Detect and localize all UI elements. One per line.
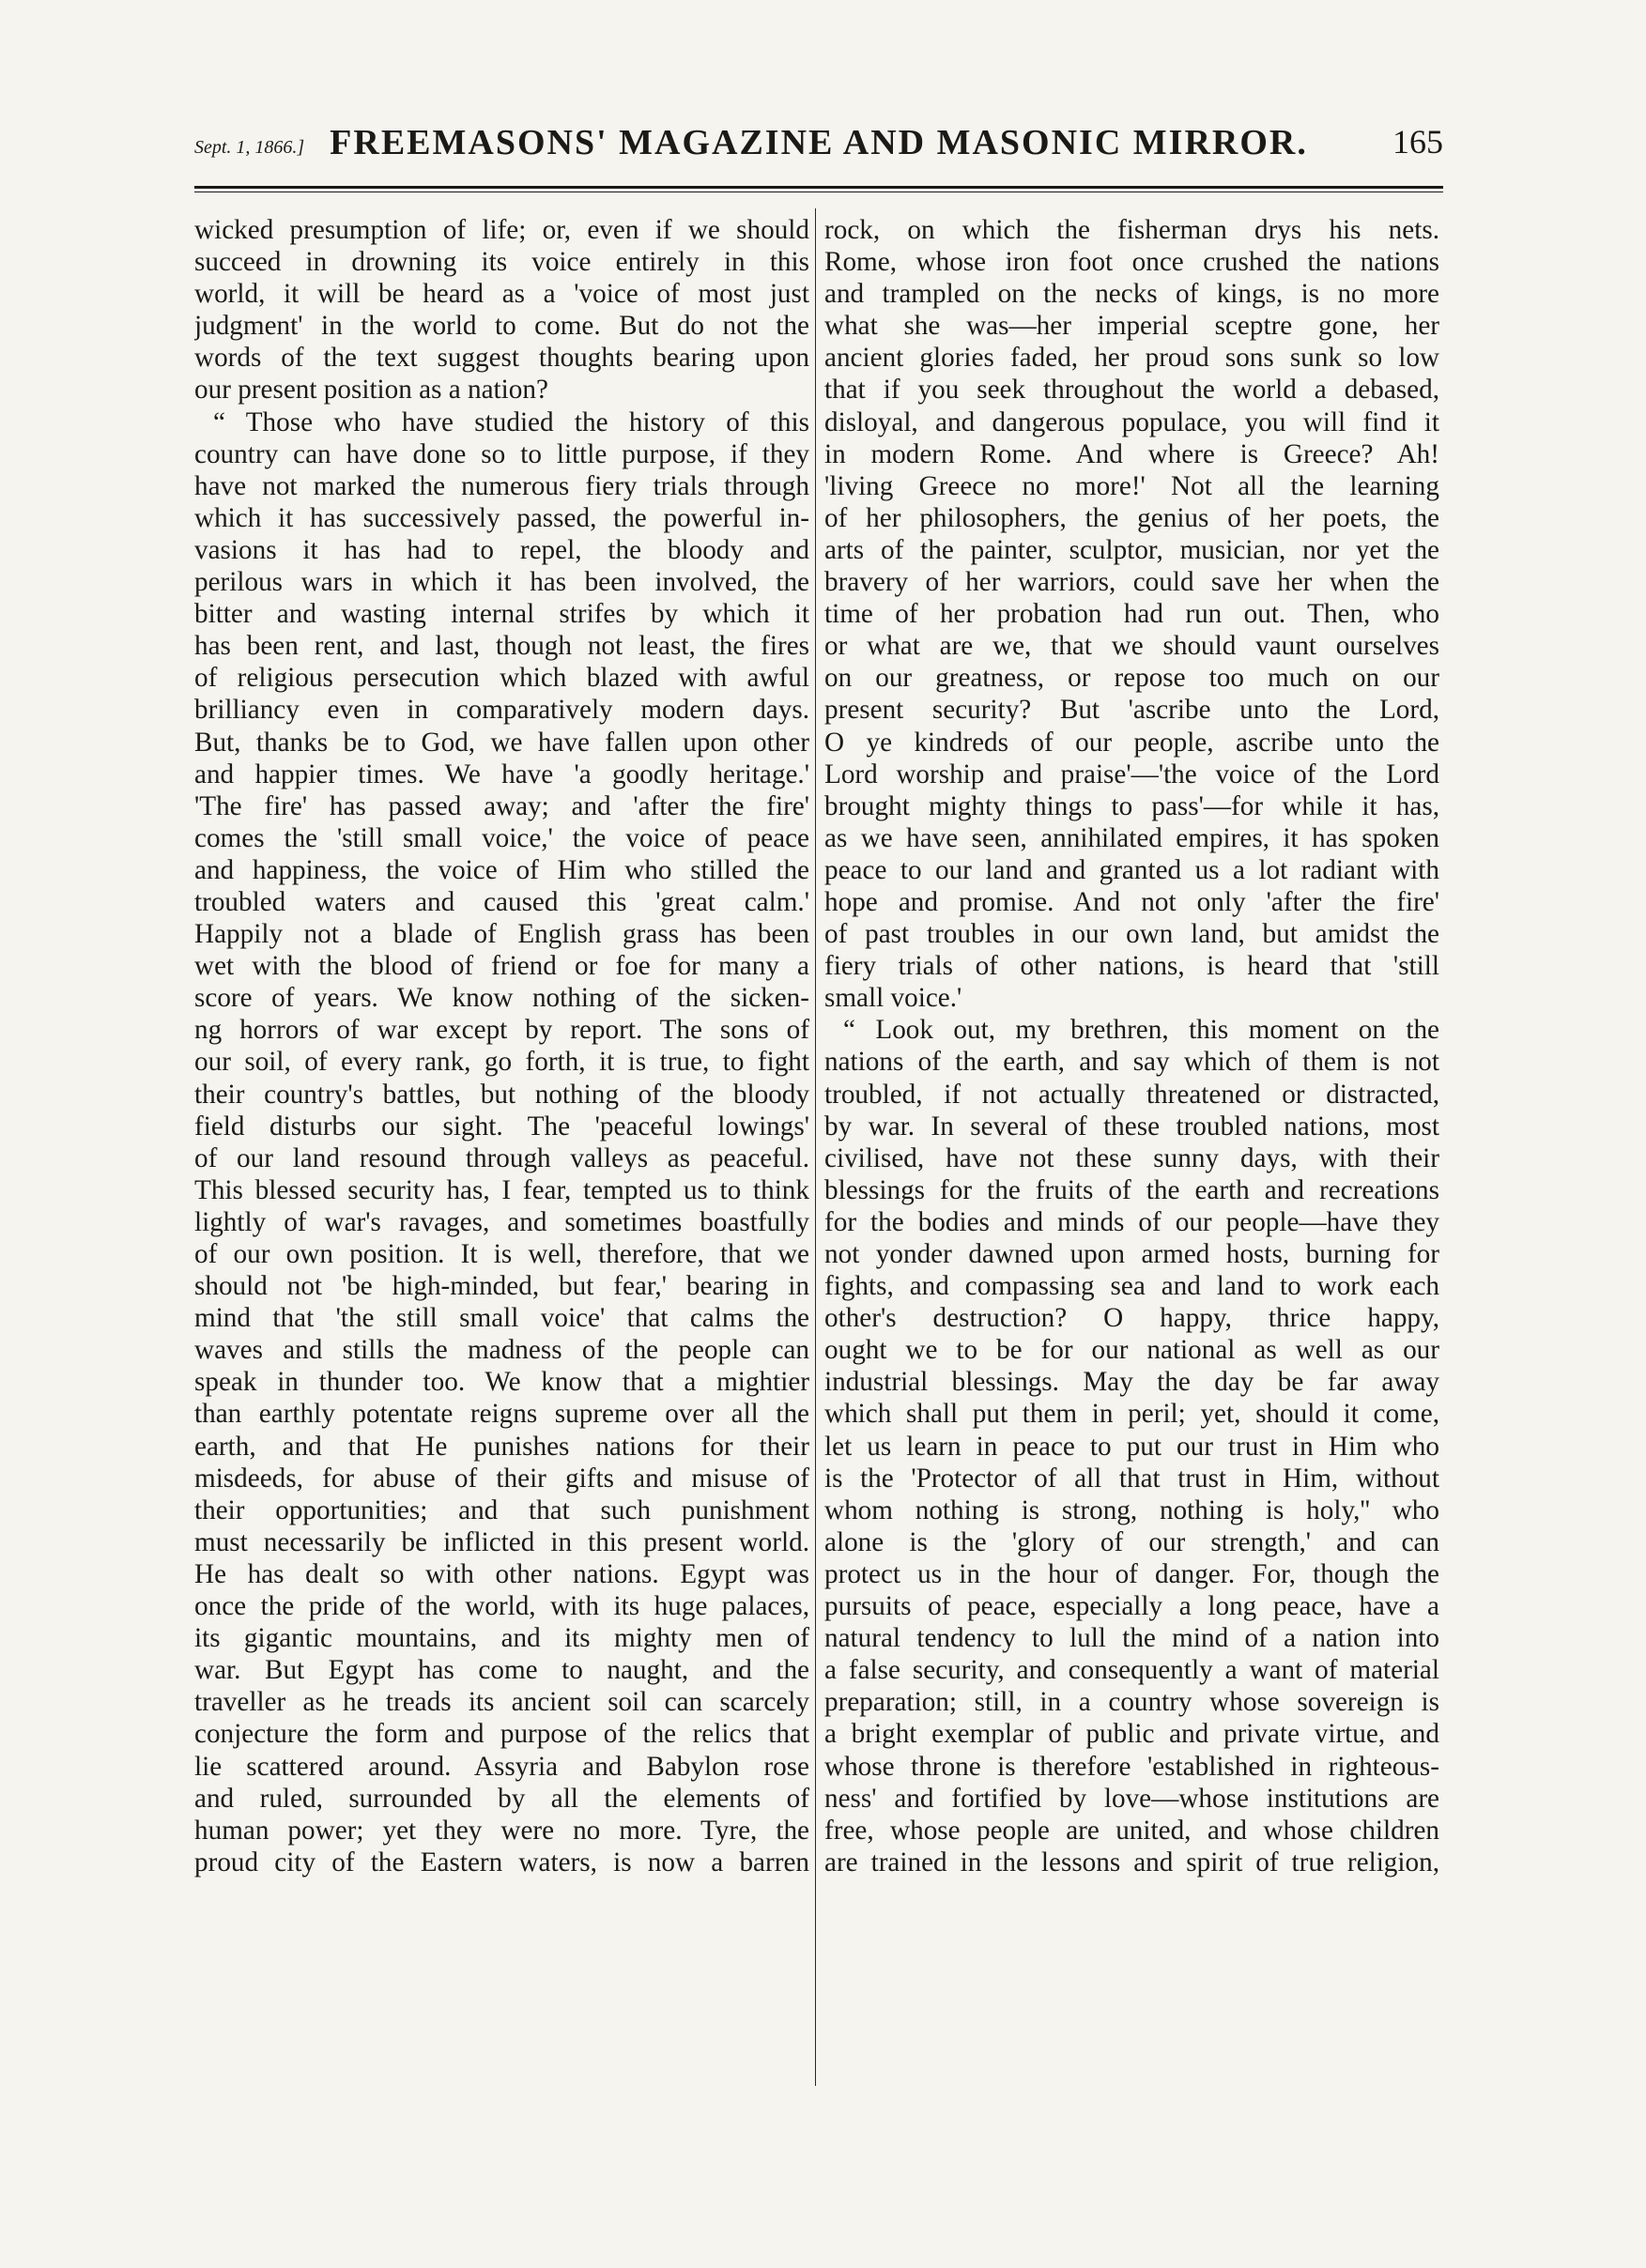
header-rule <box>194 186 1443 189</box>
text-line: succeed in drowning its voice entirely in this <box>194 247 809 278</box>
text-line: what she was—her imperial sceptre gone, her <box>824 311 1439 342</box>
text-line: ness' and fortified by love—whose institutions are <box>824 1783 1439 1814</box>
text-line: our soil, of every rank, go forth, it is true, to fight <box>194 1047 809 1078</box>
text-line: is the 'Protector of all that trust in Him, without <box>824 1463 1439 1494</box>
text-line: speak in thunder too. We know that a mightier <box>194 1367 809 1398</box>
text-line: bitter and wasting internal strifes by which it <box>194 599 809 630</box>
text-line: and happiness, the voice of Him who stilled the <box>194 854 809 885</box>
text-line: comes the 'still small voice,' the voice of peace <box>194 822 809 853</box>
text-line: for the bodies and minds of our people—have they <box>824 1206 1439 1237</box>
text-line: are trained in the lessons and spirit of true religion, <box>824 1847 1439 1877</box>
text-line: score of years. We know nothing of the sicken- <box>194 983 809 1014</box>
text-line: judgment' in the world to come. But do not the <box>194 311 809 342</box>
text-line: troubled, if not actually threatened or distracted, <box>824 1079 1439 1110</box>
text-line: than earthly potentate reigns supreme over all the <box>194 1399 809 1430</box>
text-line: by war. In several of these troubled nations, most <box>824 1111 1439 1142</box>
text-line: field disturbs our sight. The 'peaceful lowings' <box>194 1111 809 1142</box>
text-line: which it has successively passed, the powerful in- <box>194 502 809 533</box>
text-line: and happier times. We have 'a goodly heritage.' <box>194 759 809 789</box>
text-line: Lord worship and praise'—'the voice of the Lord <box>824 759 1439 789</box>
text-line: whose throne is therefore 'established in righteous- <box>824 1751 1439 1782</box>
text-line: preparation; still, in a country whose sovereign is <box>824 1687 1439 1718</box>
text-line: vasions it has had to repel, the bloody and <box>194 534 809 565</box>
text-line: proud city of the Eastern waters, is now a barren <box>194 1847 809 1877</box>
magazine-title: FREEMASONS' MAGAZINE AND MASONIC MIRROR. <box>330 123 1308 162</box>
text-line: lie scattered around. Assyria and Babylon rose <box>194 1751 809 1782</box>
text-line: “ Those who have studied the history of this <box>213 406 809 437</box>
text-line: ng horrors of war except by report. The sons of <box>194 1015 809 1046</box>
text-line: time of her probation had run out. Then, who <box>824 599 1439 630</box>
text-line: country can have done so to little purpose, if they <box>194 438 809 469</box>
page-header <box>194 122 1443 178</box>
text-line: nations of the earth, and say which of them is not <box>824 1047 1439 1078</box>
text-line: misdeeds, for abuse of their gifts and misuse of <box>194 1463 809 1494</box>
text-line: their country's battles, but nothing of the bloody <box>194 1079 809 1110</box>
issue-date: Sept. 1, 1866.] <box>194 137 305 158</box>
text-line: lightly of war's ravages, and sometimes boastfully <box>194 1206 809 1237</box>
text-line: hope and promise. And not only 'after the fire' <box>824 886 1439 917</box>
text-line: and ruled, surrounded by all the elements of <box>194 1783 809 1814</box>
text-line: in modern Rome. And where is Greece? Ah! <box>824 438 1439 469</box>
text-line: a bright exemplar of public and private virtue, and <box>824 1719 1439 1750</box>
text-line: troubled waters and caused this 'great calm.' <box>194 886 809 917</box>
text-line: its gigantic mountains, and its mighty men of <box>194 1623 809 1654</box>
text-line: conjecture the form and purpose of the relics that <box>194 1719 809 1750</box>
text-line: disloyal, and dangerous populace, you will find it <box>824 406 1439 437</box>
text-line: as we have seen, annihilated empires, it has spoken <box>824 822 1439 853</box>
text-line: of our own position. It is well, therefore, that we <box>194 1239 809 1269</box>
text-line: free, whose people are united, and whose children <box>824 1815 1439 1846</box>
text-line: brilliancy even in comparatively modern days. <box>194 695 809 726</box>
text-line: of religious persecution which blazed with awful <box>194 663 809 694</box>
text-line: not yonder dawned upon armed hosts, burning for <box>824 1239 1439 1269</box>
text-line: 'living Greece no more!' Not all the learning <box>824 470 1439 501</box>
text-line: industrial blessings. May the day be far away <box>824 1367 1439 1398</box>
text-line: pursuits of peace, especially a long peace, have a <box>824 1591 1439 1622</box>
page-number: 165 <box>1392 123 1443 161</box>
text-line: fiery trials of other nations, is heard that 'still <box>824 951 1439 982</box>
text-line: earth, and that He punishes nations for their <box>194 1431 809 1462</box>
text-line: has been rent, and last, though not least, the fires <box>194 631 809 662</box>
text-line: natural tendency to lull the mind of a nation into <box>824 1623 1439 1654</box>
text-line: wicked presumption of life; or, even if we should <box>194 215 809 245</box>
text-line: Happily not a blade of English grass has been <box>194 919 809 950</box>
text-line: must necessarily be inflicted in this present world. <box>194 1526 809 1557</box>
text-line: brought mighty things to pass'—for while it has, <box>824 790 1439 821</box>
text-line: once the pride of the world, with its huge palaces, <box>194 1591 809 1622</box>
text-line: whom nothing is strong, nothing is holy,'' who <box>824 1494 1439 1525</box>
text-line: their opportunities; and that such punishment <box>194 1494 809 1525</box>
text-line: arts of the painter, sculptor, musician, nor yet the <box>824 534 1439 565</box>
text-line: protect us in the hour of danger. For, though the <box>824 1558 1439 1589</box>
text-line: and trampled on the necks of kings, is no more <box>824 279 1439 310</box>
text-line: of our land resound through valleys as peaceful. <box>194 1142 809 1173</box>
text-line: world, it will be heard as a 'voice of most just <box>194 279 809 310</box>
text-line: bravery of her warriors, could save her when the <box>824 567 1439 598</box>
text-line: ought we to be for our national as well as our <box>824 1335 1439 1366</box>
text-line: human power; yet they were no more. Tyre, the <box>194 1815 809 1846</box>
text-line: waves and stills the madness of the people can <box>194 1335 809 1366</box>
text-line: other's destruction? O happy, thrice happy, <box>824 1303 1439 1334</box>
text-line: which shall put them in peril; yet, should it come, <box>824 1399 1439 1430</box>
text-line: alone is the 'glory of our strength,' and can <box>824 1526 1439 1557</box>
text-line: war. But Egypt has come to naught, and the <box>194 1655 809 1686</box>
text-line: of past troubles in our own land, but amidst the <box>824 919 1439 950</box>
text-line: O ye kindreds of our people, ascribe unto the <box>824 727 1439 758</box>
right-column <box>824 214 1439 1878</box>
text-line: ancient glories faded, her proud sons sunk so low <box>824 343 1439 374</box>
text-line: on our greatness, or repose too much on our <box>824 663 1439 694</box>
text-line: Rome, whose iron foot once crushed the nations <box>824 247 1439 278</box>
text-line: But, thanks be to God, we have fallen upon other <box>194 727 809 758</box>
text-line: perilous wars in which it has been involved, the <box>194 567 809 598</box>
text-line: present security? But 'ascribe unto the Lord, <box>824 695 1439 726</box>
text-line: a false security, and consequently a want of material <box>824 1655 1439 1686</box>
text-line: 'The fire' has passed away; and 'after the fire' <box>194 790 809 821</box>
text-line: our present position as a nation? <box>194 375 548 406</box>
text-line: This blessed security has, I fear, tempted us to think <box>194 1174 809 1205</box>
text-line: fights, and compassing sea and land to work each <box>824 1271 1439 1302</box>
text-line: blessings for the fruits of the earth and recreations <box>824 1174 1439 1205</box>
column-divider <box>815 208 816 2086</box>
text-line: have not marked the numerous fiery trials through <box>194 470 809 501</box>
text-line: should not 'be high-minded, but fear,' bearing in <box>194 1271 809 1302</box>
text-line: traveller as he treads its ancient soil can scarcely <box>194 1687 809 1718</box>
text-line: wet with the blood of friend or foe for many a <box>194 951 809 982</box>
text-line: small voice.' <box>824 983 962 1014</box>
text-line: civilised, have not these sunny days, with their <box>824 1142 1439 1173</box>
left-column <box>194 214 809 1878</box>
text-line: or what are we, that we should vaunt ourselves <box>824 631 1439 662</box>
text-line: let us learn in peace to put our trust in Him who <box>824 1431 1439 1462</box>
text-line: He has dealt so with other nations. Egypt was <box>194 1558 809 1589</box>
text-line: peace to our land and granted us a lot radiant with <box>824 854 1439 885</box>
text-line: words of the text suggest thoughts bearing upon <box>194 343 809 374</box>
text-line: mind that 'the still small voice' that calms the <box>194 1303 809 1334</box>
text-line: that if you seek throughout the world a debased, <box>824 375 1439 406</box>
text-line: rock, on which the fisherman drys his nets. <box>824 215 1439 245</box>
text-line: of her philosophers, the genius of her poets, the <box>824 502 1439 533</box>
text-line: “ Look out, my brethren, this moment on the <box>843 1015 1439 1046</box>
